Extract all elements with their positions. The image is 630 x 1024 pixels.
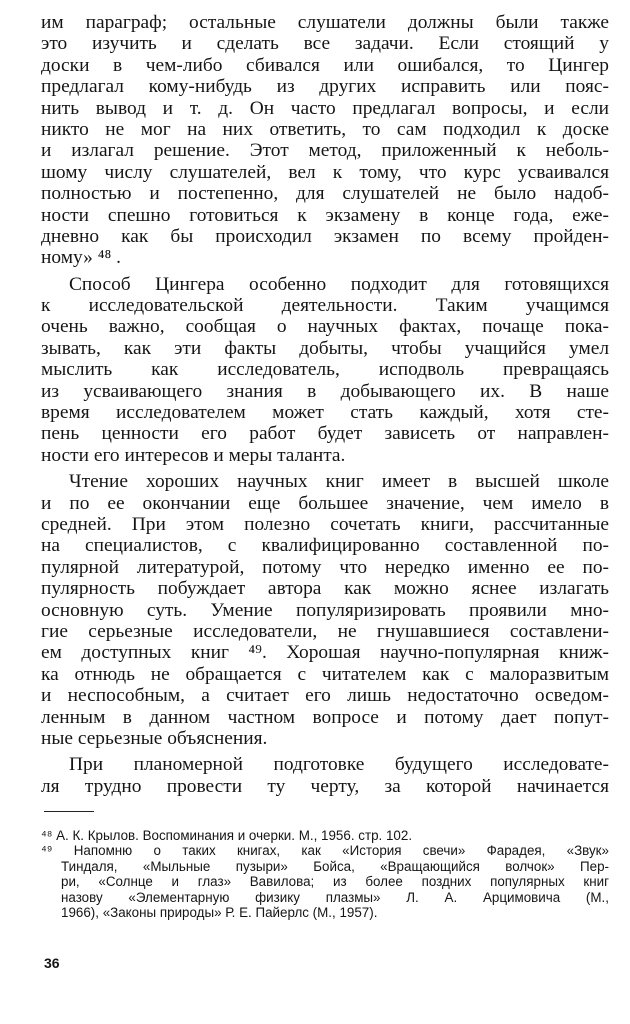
text-line: гие серьезные исследователи, не гнушавшиеся составлени-: [41, 620, 609, 642]
text-line: пень ценности его работ будет зависеть от направлен-: [41, 423, 609, 445]
footnote-rule: [44, 811, 94, 812]
footnotes: [41, 828, 609, 920]
text-line: время исследователем может стать каждый, хотя сте-: [41, 402, 609, 424]
text-line: ленным в данном частном вопросе и потому дает попут-: [41, 706, 609, 728]
text-line: и неспособным, а считает его лишь недостаточно осведом-: [41, 685, 609, 707]
text-line: полностью и постепенно, для слушателей не было надоб-: [41, 183, 609, 205]
text-line: и по ее окончании еще большее значение, чем имело в: [41, 492, 609, 514]
text-line: на специалистов, с квалифицированно составленной по-: [41, 535, 609, 557]
text-line: очень важно, сообщая о научных фактах, почаще пока-: [41, 316, 609, 338]
text-line: средней. При этом полезно сочетать книги, рассчитанные: [41, 513, 609, 535]
footnote-line: ⁴⁹ Напомню о таких книгах, как «История свечи» Фарадея, «Звук»: [41, 843, 609, 859]
text-line: ем доступных книг ⁴⁹. Хорошая научно-популярная книж-: [41, 642, 609, 664]
text-line: доски в чем-либо сбивался или ошибался, то Цингер: [41, 54, 609, 76]
text-line: дневно как бы происходил экзамен по всему пройден-: [41, 225, 609, 247]
text-line: им параграф; остальные слушатели должны были также: [41, 12, 609, 33]
footnote-line: ри, «Солнце и глаз» Вавилова; из более поздних популярных книг: [61, 874, 609, 890]
text-line: из усваивающего знания в добывающего их. В наше: [41, 380, 609, 402]
text-line: никто не мог на них ответить, то сам подходил к доске: [41, 118, 609, 140]
text-line: нить вывод и т. д. Он часто предлагал вопросы, и если: [41, 97, 609, 119]
text-line: предлагал кому-нибудь из других исправить или пояс-: [41, 76, 609, 98]
text-line: Способ Цингера особенно подходит для готовящихся: [69, 273, 609, 295]
text-line: шому числу слушателей, вел к тому, что курс усваивался: [41, 161, 609, 183]
text-line: и излагал решение. Этот метод, приложенный к неболь-: [41, 140, 609, 162]
text-line: При планомерной подготовке будущего исследовате-: [69, 754, 609, 776]
text-line: зывать, как эти факты добыты, чтобы учащийся умел: [41, 337, 609, 359]
page-number: 36: [44, 955, 60, 971]
text-line: основную суть. Умение популяризировать проявили мно-: [41, 599, 609, 621]
text-line: ка отнюдь не обращается с читателем как с малоразвитым: [41, 663, 609, 685]
text-line: ности его интересов и меры таланта.: [41, 444, 346, 466]
text-line: ные серьезные объяснения.: [41, 727, 268, 749]
text-line: пулярной литературой, потому что нередко именно ее по-: [41, 556, 609, 578]
footnote-line: 1966), «Законы природы» Р. Е. Пайерлс (М., 1957).: [61, 904, 378, 920]
text-line: мыслить как исследователь, исподволь превращаясь: [41, 359, 609, 381]
text-line: это изучить и сделать все задачи. Если стоящий у: [41, 33, 609, 55]
footnote-line: ⁴⁸ А. К. Крылов. Воспоминания и очерки. М., 1956. стр. 102.: [41, 828, 413, 843]
text-line: ному» ⁴⁸ .: [41, 247, 121, 269]
text-line: пулярность побуждает автора как можно яснее излагать: [41, 578, 609, 600]
footnote-line: назову «Элементарную физику плазмы» Л. А. Арцимовича (М.,: [61, 889, 609, 905]
text-line: ности спешно готовиться к экзамену в конце года, еже-: [41, 204, 609, 226]
footnote-line: Тиндаля, «Мыльные пузыри» Бойса, «Вращающийся волчок» Пер-: [61, 858, 609, 874]
text-line: ля трудно провести ту черту, за которой начинается: [41, 775, 609, 797]
text-line: к исследовательской деятельности. Таким учащимся: [41, 295, 609, 317]
text-line: Чтение хороших научных книг имеет в высшей школе: [69, 471, 609, 493]
body-text: [41, 12, 609, 797]
